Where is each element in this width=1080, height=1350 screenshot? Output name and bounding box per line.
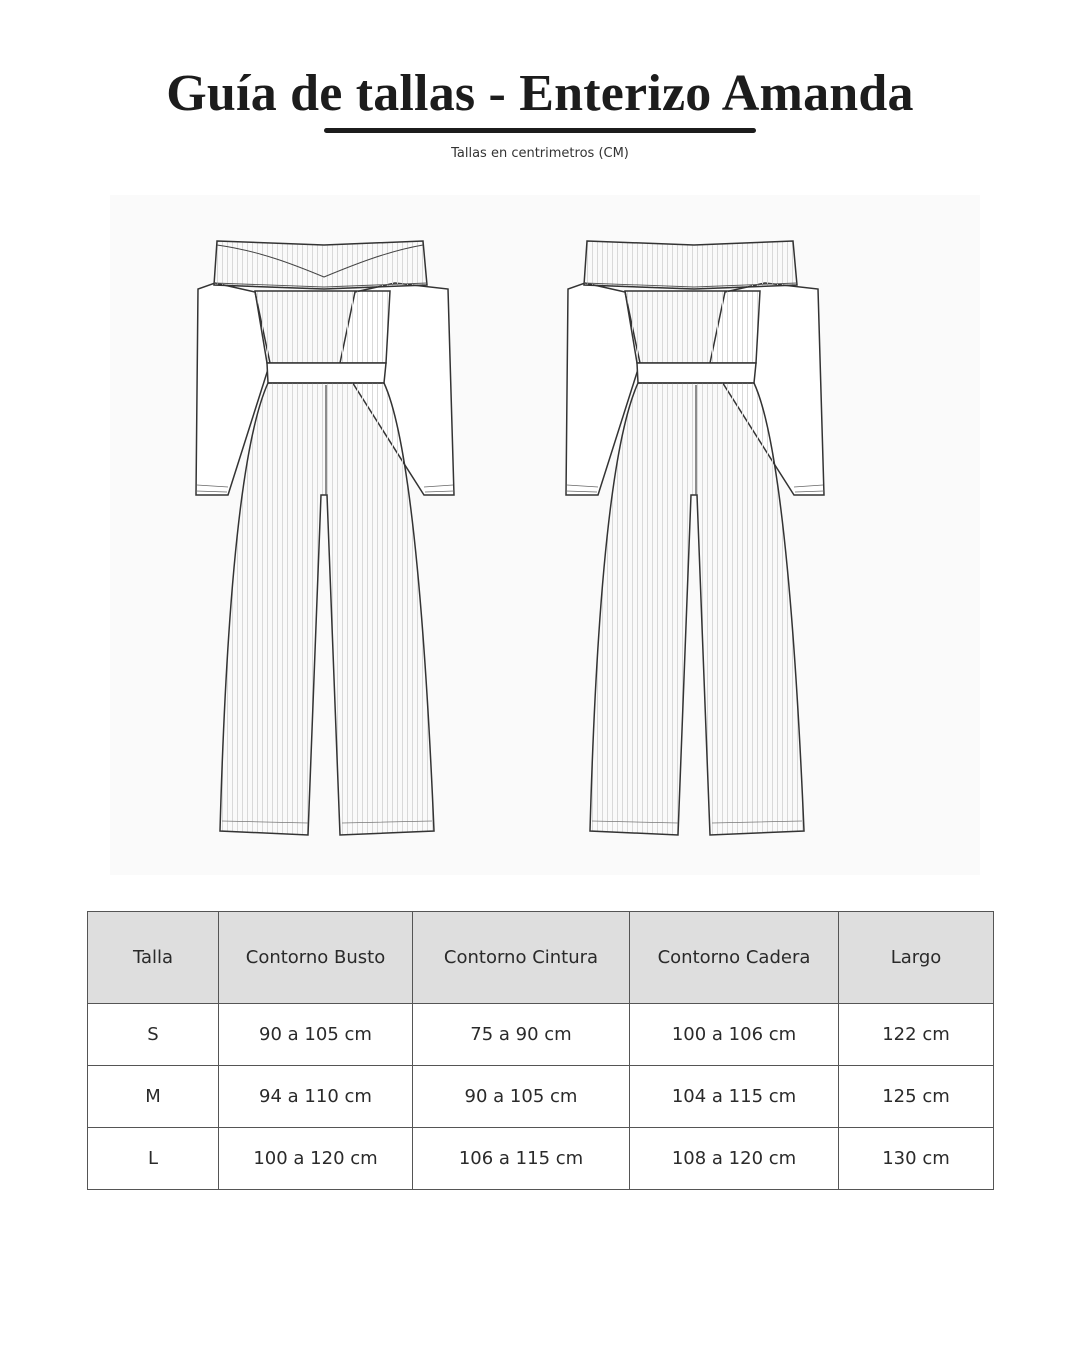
cell-cintura: 106 a 115 cm bbox=[413, 1128, 630, 1190]
back-view bbox=[566, 241, 824, 835]
page-subtitle: Tallas en centrimetros (CM) bbox=[451, 146, 629, 161]
header-talla: Talla bbox=[88, 912, 219, 1004]
page-title: Guía de tallas - Enterizo Amanda bbox=[166, 65, 914, 122]
table-row bbox=[88, 1004, 994, 1066]
cell-talla: M bbox=[88, 1066, 219, 1128]
cell-largo: 122 cm bbox=[839, 1004, 994, 1066]
garment-illustration bbox=[110, 195, 980, 875]
header-contorno-cintura: Contorno Cintura bbox=[413, 912, 630, 1004]
jumpsuit-sketch bbox=[110, 195, 980, 875]
cell-talla: S bbox=[88, 1004, 219, 1066]
cell-largo: 125 cm bbox=[839, 1066, 994, 1128]
front-view bbox=[196, 241, 454, 835]
cell-busto: 94 a 110 cm bbox=[219, 1066, 413, 1128]
cell-cintura: 90 a 105 cm bbox=[413, 1066, 630, 1128]
title-underline bbox=[324, 128, 756, 133]
cell-largo: 130 cm bbox=[839, 1128, 994, 1190]
cell-busto: 90 a 105 cm bbox=[219, 1004, 413, 1066]
cell-cadera: 108 a 120 cm bbox=[630, 1128, 839, 1190]
header-contorno-busto: Contorno Busto bbox=[219, 912, 413, 1004]
cell-cadera: 104 a 115 cm bbox=[630, 1066, 839, 1128]
table-row bbox=[88, 1128, 994, 1190]
table-row bbox=[88, 1066, 994, 1128]
cell-busto: 100 a 120 cm bbox=[219, 1128, 413, 1190]
cell-cintura: 75 a 90 cm bbox=[413, 1004, 630, 1066]
cell-cadera: 100 a 106 cm bbox=[630, 1004, 839, 1066]
header-largo: Largo bbox=[839, 912, 994, 1004]
cell-talla: L bbox=[88, 1128, 219, 1190]
size-table bbox=[87, 911, 994, 1190]
table-header-row bbox=[88, 912, 994, 1004]
header-contorno-cadera: Contorno Cadera bbox=[630, 912, 839, 1004]
